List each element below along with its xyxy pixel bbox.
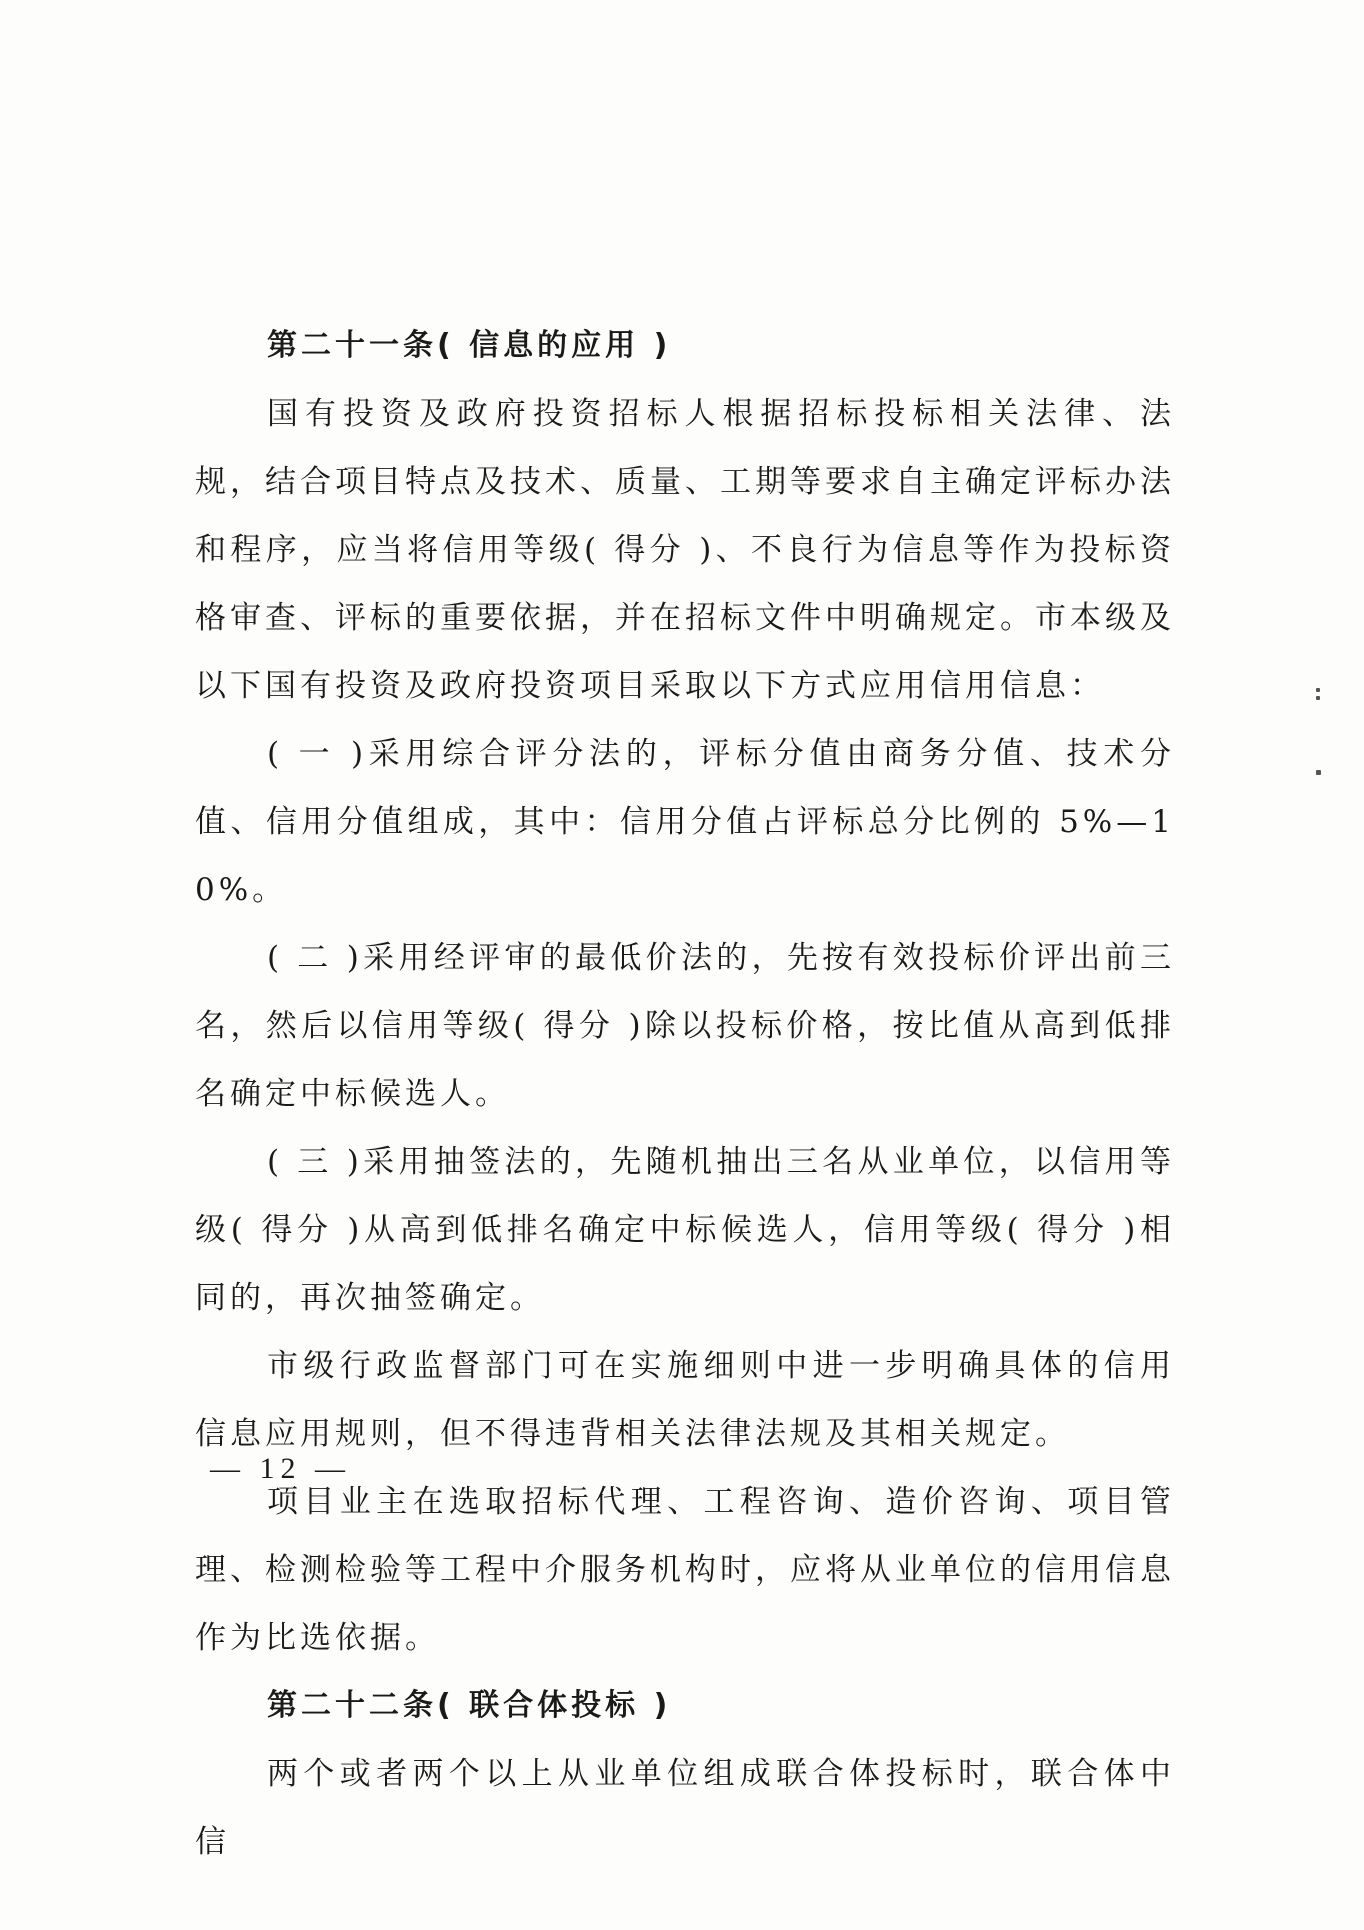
scan-artifact-dot: [1316, 770, 1321, 775]
scan-artifact-dot: [1316, 688, 1320, 692]
article-21-paragraph-1: 国有投资及政府投资招标人根据招标投标相关法律、法规，结合项目特点及技术、质量、工期等要求自主确定评标办法和程序，应当将信用等级( 得分 )、不良行为信息等作为投标资格审查、评标的重要依据，并在招标文件中明确规定。市本级及以下国有投资及政府投资项目采取以下方式应用信用信息：: [195, 396, 1175, 704]
page-number: — 12 —: [210, 1452, 351, 1485]
article-21-heading: 第二十一条( 信息的应用 ): [267, 328, 672, 363]
article-21-item-3: ( 三 )采用抽签法的，先随机抽出三名从业单位，以信用等级( 得分 )从高到低排名确定中标候选人，信用等级( 得分 )相同的，再次抽签确定。: [195, 1144, 1175, 1316]
article-22-paragraph-1: 两个或者两个以上从业单位组成联合体投标时，联合体中信: [195, 1756, 1175, 1860]
article-21-item-1: ( 一 )采用综合评分法的，评标分值由商务分值、技术分值、信用分值组成，其中：信用分值占评标总分比例的 5%—10%。: [195, 736, 1175, 908]
article-21-paragraph-2: 市级行政监督部门可在实施细则中进一步明确具体的信用信息应用规则，但不得违背相关法律法规及其相关规定。: [195, 1348, 1175, 1452]
article-22-heading: 第二十二条( 联合体投标 ): [267, 1688, 672, 1723]
article-21-item-2: ( 二 )采用经评审的最低价法的，先按有效投标价评出前三名，然后以信用等级( 得分 )除以投标价格，按比值从高到低排名确定中标候选人。: [195, 940, 1175, 1112]
document-body: [195, 312, 1175, 1876]
scan-artifact-dot: [1316, 696, 1320, 700]
article-21-paragraph-3: 项目业主在选取招标代理、工程咨询、造价咨询、项目管理、检测检验等工程中介服务机构时，应将从业单位的信用信息作为比选依据。: [195, 1484, 1175, 1656]
